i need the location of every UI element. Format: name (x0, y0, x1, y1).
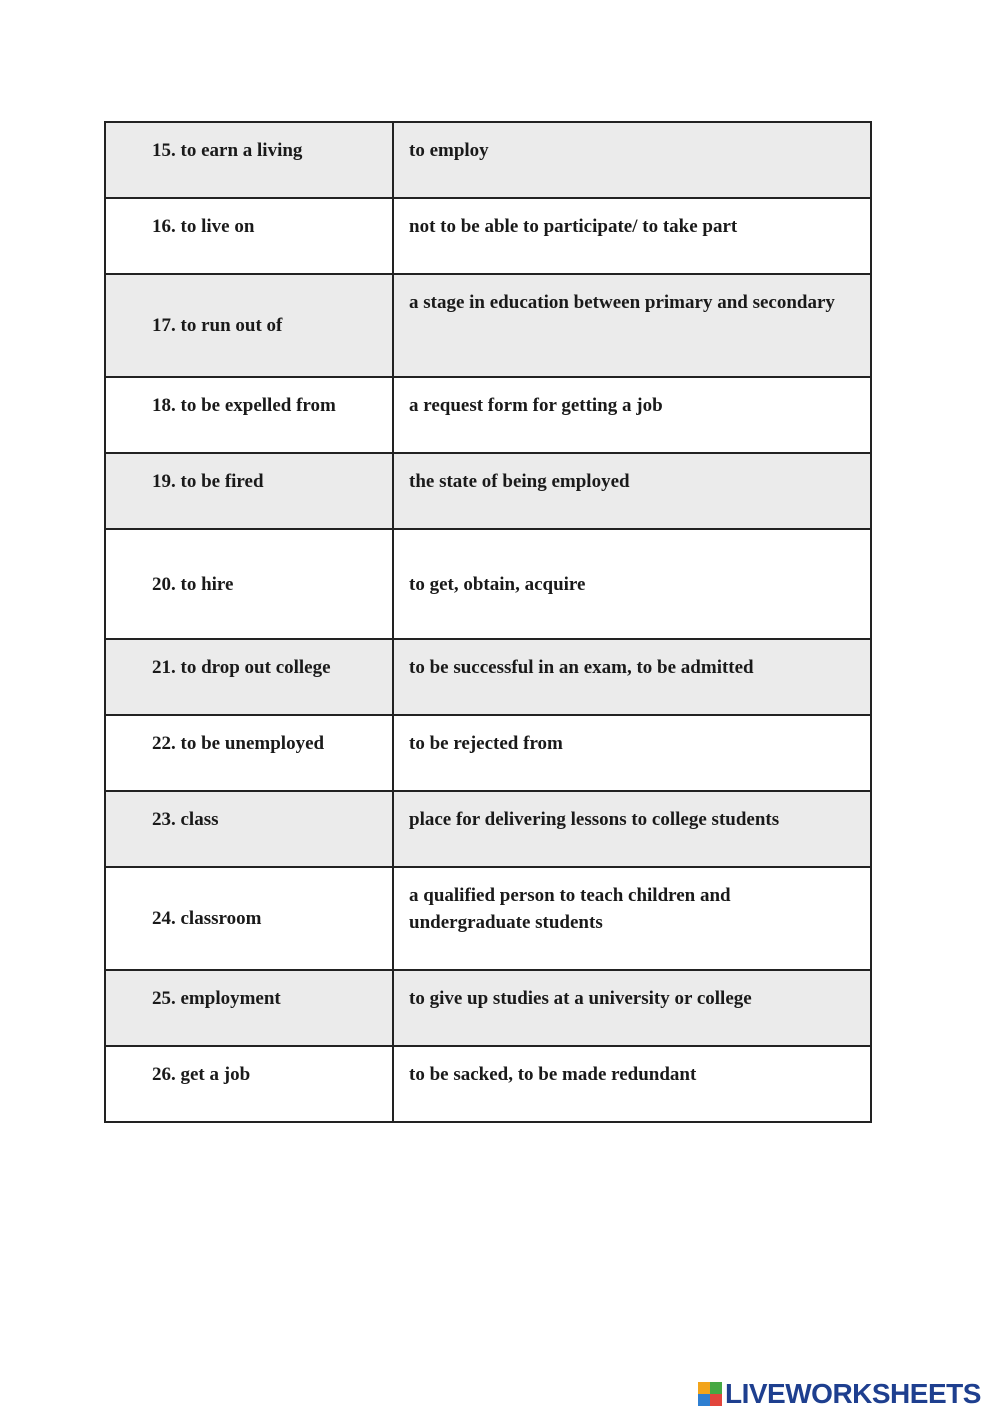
liveworksheets-logo (698, 1378, 981, 1410)
table-row (105, 715, 871, 791)
table-row (105, 867, 871, 970)
definition-cell: to employ (393, 122, 871, 198)
liveworksheets-logo-icon (698, 1382, 722, 1406)
definition-cell: to give up studies at a university or college (393, 970, 871, 1046)
term-cell: 15. to earn a living (105, 122, 393, 198)
term-cell: 17. to run out of (105, 274, 393, 377)
logo-square-1 (698, 1382, 710, 1394)
term-cell: 25. employment (105, 970, 393, 1046)
term-cell: 23. class (105, 791, 393, 867)
definition-cell: not to be able to participate/ to take part (393, 198, 871, 274)
table-row (105, 122, 871, 198)
definition-cell: place for delivering lessons to college students (393, 791, 871, 867)
table-row (105, 639, 871, 715)
definition-cell: to get, obtain, acquire (393, 529, 871, 639)
term-cell: 26. get a job (105, 1046, 393, 1122)
term-cell: 18. to be expelled from (105, 377, 393, 453)
logo-text: LIVEWORKSHEETS (725, 1378, 981, 1409)
table-row (105, 274, 871, 377)
term-cell: 22. to be unemployed (105, 715, 393, 791)
definition-cell: to be successful in an exam, to be admitted (393, 639, 871, 715)
logo-square-2 (710, 1382, 722, 1394)
table-row (105, 453, 871, 529)
logo-square-3 (698, 1394, 710, 1406)
table-row (105, 529, 871, 639)
definition-cell: a qualified person to teach children and undergraduate students (393, 867, 871, 970)
term-cell: 16. to live on (105, 198, 393, 274)
term-cell: 21. to drop out college (105, 639, 393, 715)
term-cell: 20. to hire (105, 529, 393, 639)
definition-cell: to be sacked, to be made redundant (393, 1046, 871, 1122)
definition-cell: a request form for getting a job (393, 377, 871, 453)
term-cell: 19. to be fired (105, 453, 393, 529)
table-row (105, 198, 871, 274)
table-row (105, 377, 871, 453)
table-row (105, 791, 871, 867)
definition-cell: a stage in education between primary and secondary (393, 274, 871, 377)
matching-table (104, 121, 872, 1123)
table-row (105, 1046, 871, 1122)
definition-cell: the state of being employed (393, 453, 871, 529)
table-row (105, 970, 871, 1046)
logo-square-4 (710, 1394, 722, 1406)
term-cell: 24. classroom (105, 867, 393, 970)
definition-cell: to be rejected from (393, 715, 871, 791)
